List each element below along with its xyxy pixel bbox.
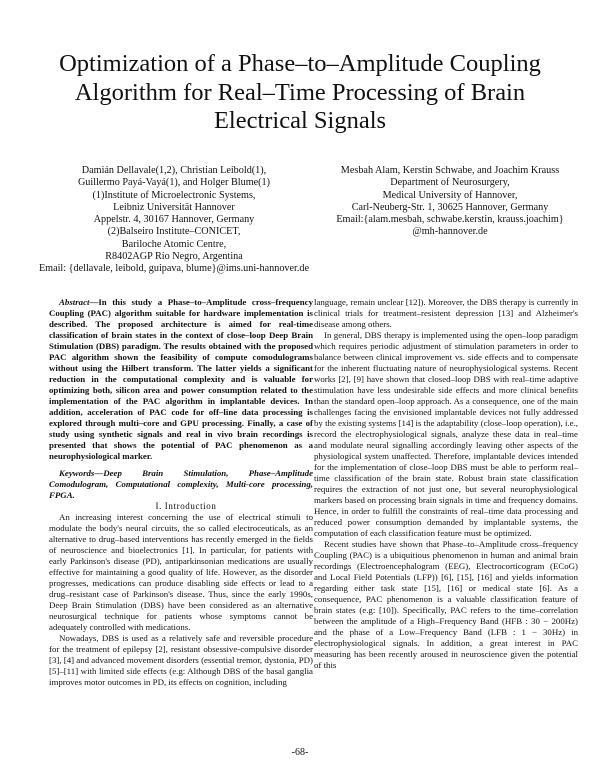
affiliation-line: Bariloche Atomic Centre,: [121, 238, 227, 250]
author-line: Damián Dellavale(1,2), Christian Leibold(1),: [81, 165, 267, 176]
abstract: [49, 297, 313, 462]
body-paragraph: An increasing interest concerning the use of electrical stimuli to modulate the body's neural circuits, the so called electroceuticals, as an alternative to drug–based interventions has recently emerged in the fields of neuroscience and bioelectronics [1]. In particular, for patients with early Parkinson's disease (PD), antiparkinsonian medications are usually effective for maintaining a good quality of life. However, as the disorder progresses, medications can produce disabling side effects or lead to a drug–resistant case of Parkinson's disease. Thus, since the early 1990s, Deep Brain Stimulation (DBS) have been considered as an alternative neurosurgical technique for patients whose symptoms cannot be adequately controlled with medications.: [49, 512, 313, 632]
page-number: -68-: [291, 747, 309, 758]
keywords: [49, 468, 313, 501]
body-paragraph: Recent studies have shown that Phase–to–Amplitude cross–frequency Coupling (PAC) is a ubiquitious phenomenon in human and animal brain recordings (Electroencephalogram (EEG), Electrocorticogram (ECoG) and Local Field Potentials (LFP)) [6], [15], [16] and yields information regarding either task state [15], [16] or medical state [6]. As a consequence, PAC phenomenon is a valuable classification feature of brain states (e.g: [10]). Specifically, PAC refers to the time–correlation between the amplitude of a High–Frequency Band (HFB : 30 − 200Hz) and the phase of a Low–Frequency Band (LFB : 1 − 30Hz) in electrophysiological signals. In addition, a great interest in PAC measuring has been recently aroused in neuroscience given the potential of this: [314, 539, 578, 670]
email-line: Email:{alam.mesbah, schwabe.kerstin, krauss.joachim}: [336, 214, 564, 226]
body-paragraph: In general, DBS therapy is implemented using the open–loop paradigm which requires periodic adjustment of stimulation parameters in order to balance between clinical improvement vs. side effects and to compensate for the inherent fluctuating nature of neurophysiological systems. Recent works [2], [9] have shown that closed–loop DBS with real–time adaptive stimulation have less undesirable side effects and more clinical benefits than the standard open–loop approach. As a consequence, one of the main challenges facing the envisioned implantable devices not fully addressed by the existing systems [14] is the adaptability (close–loop operation), i.e., record the electrophysiological signals, analyze these data in real–time and modulate neural signalling accordingly leaving other aspects of the physiological system unaffected. Therefore, implantable devices intended for the implementation of close–loop DBS must be able to perform real–time classification of the brain state. Robust brain state classification requires the extraction of not just one, but several neurophysiological markers based on processing brain signals in time and frequency domains. Hence, in order to fulfill the constraints of real–time data processing and reduced power consumption demanded by implantable systems, the computation of each classification feature must be optimized.: [314, 330, 578, 538]
affiliation-line: R8402AGP Río Negro, Argentina: [105, 251, 243, 263]
right-column: [314, 297, 578, 671]
abstract-lead: Abstract: [59, 297, 90, 307]
title-line: Algorithm for Real–Time Processing of Brain: [74, 78, 526, 106]
author-block-left: [24, 165, 324, 276]
body-paragraph: Nowadays, DBS is used as a relatively safe and reversible procedure for the treatment of epilepsy [2], resistant obsessive-compulsive disorder [3], [4] and advanced movement disorders (essential tremor, dystonia, PD) [5]–[11] with limited side effects (e.g: Although DBS of the basal ganglia improves motor outcomes in PD, its effects on cognition, including: [49, 633, 313, 687]
keywords-body: —Deep Brain Stimulation, Phase–Amplitude Comodulogram, Computational complexity, Multi-core processing, FPGA.: [49, 468, 313, 500]
paper-title: [40, 50, 560, 136]
left-column: [49, 297, 313, 688]
keywords-lead: Keywords: [59, 468, 95, 478]
author-line: Guillermo Payá-Vayá(1), and Holger Blume(1): [77, 177, 271, 189]
affiliation-line: Leibniz Universität Hannover: [113, 201, 235, 213]
affiliation-line: Carl-Neuberg-Str. 1, 30625 Hannover, Germany: [351, 201, 549, 213]
title-line: Electrical Signals: [213, 107, 387, 134]
author-block-right: [310, 165, 590, 239]
affiliation-line: Appelstr. 4, 30167 Hannover, Germany: [93, 214, 255, 226]
affiliation-line: Department of Neurosurgery,: [390, 177, 510, 189]
author-line: Mesbah Alam, Kerstin Schwabe, and Joachim Krauss: [340, 165, 560, 176]
email-line: @mh-hannover.de: [412, 226, 488, 238]
title-line: Optimization of a Phase–to–Amplitude Coupling: [59, 50, 541, 77]
section-heading: I. Introduction: [155, 501, 217, 511]
affiliation-line: Medical University of Hannover,: [382, 189, 518, 201]
affiliation-line: (1)Institute of Microelectronic Systems,: [92, 189, 256, 201]
abstract-body: —In this study a Phase–to–Amplitude cross–frequency Coupling (PAC) algorithm suitable for hardware implementation is described. The proposed architecture is aimed for real-time classification of brain states in the context of close–loop Deep Brain Stimulation (DBS) paradigm. The results obtained with the proposed PAC algorithm shown the feasibility of compute comodulograms without using the Hilbert transform. The latter yields a significant reduction in the computational complexity and is valuable for optimizing both, silicon area and power consumption related to the implementation of the PAC algorithm in implantable devices. In addition, acceleration of PAC code for off–line data processing is explored through multi–core and GPU processing. Finally, a case of study using synthetic signals and real in vivo brain recordings is presented that shows the potential of PAC phenomenon as a neurophysiological marker.: [49, 297, 313, 461]
email-line: Email: {dellavale, leibold, guipava, blume}@ims.uni-hannover.de: [38, 263, 310, 275]
body-paragraph: language, remain unclear [12]). Moreover, the DBS therapy is currently in clinical trials for treatment–resistent depression [13] and Alzheimer's disease among others.: [314, 297, 578, 329]
affiliation-line: (2)Balseiro Institute–CONICET,: [107, 226, 241, 238]
